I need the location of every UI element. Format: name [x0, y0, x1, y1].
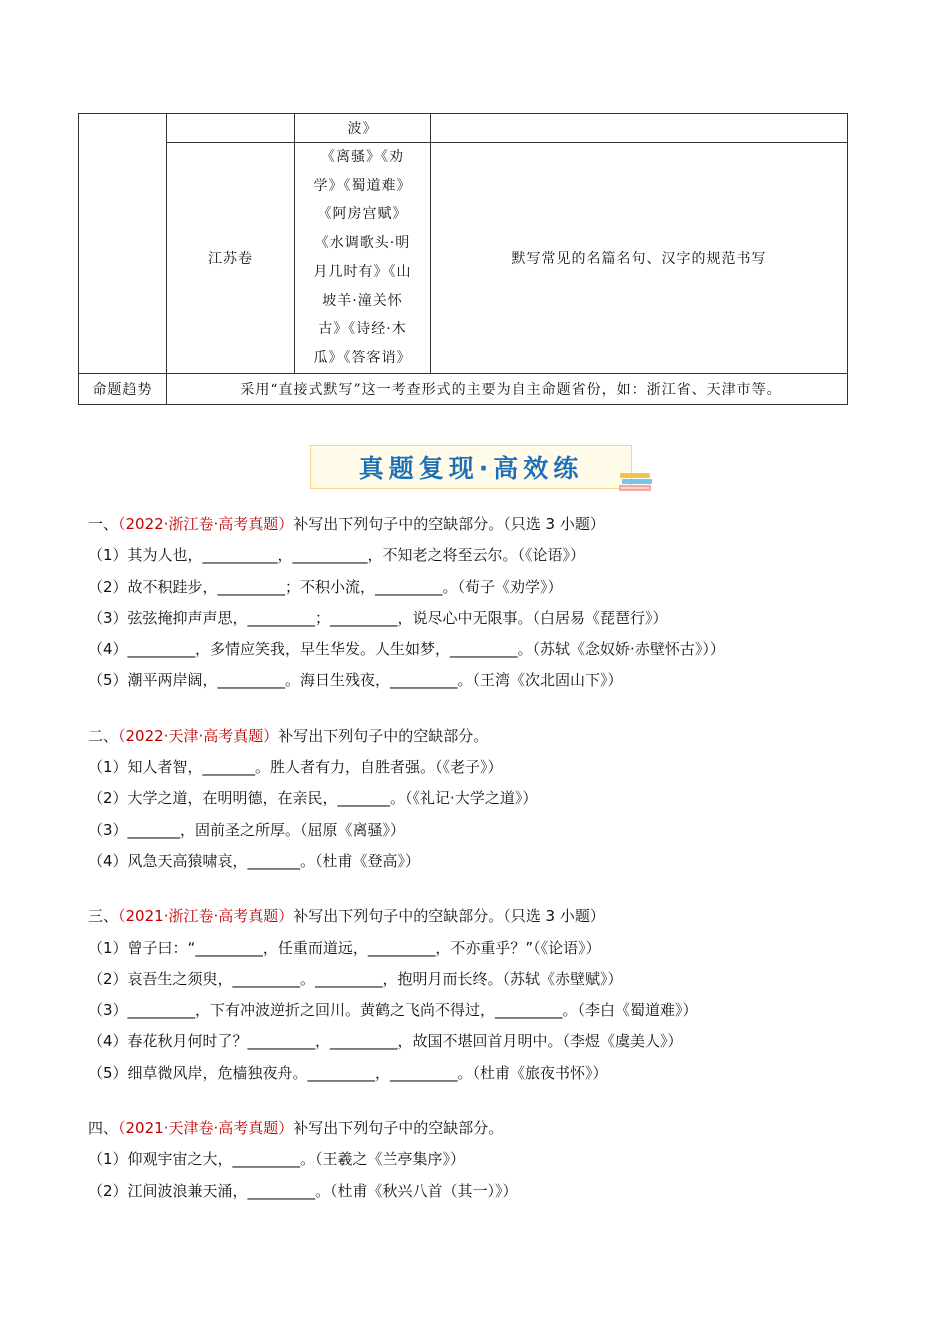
table-cell-titles: [295, 143, 431, 374]
question-item: （5）细草微风岸，危樯独夜舟。_________，_________。（杜甫《旅夜书怀》）: [88, 1063, 608, 1082]
table-row: [79, 143, 848, 374]
question-item: （2）哀吾生之须臾，_________。_________，抱明月而长终。（苏轼《赤壁赋》）: [88, 969, 623, 988]
exercise-section: [88, 1113, 848, 1207]
section-source: （2022·浙江卷·高考真题）: [118, 515, 294, 533]
section-instruction: 补写出下列句子中的空缺部分。: [278, 726, 489, 745]
exam-summary-table: [78, 113, 848, 405]
table-cell-province: [167, 114, 295, 143]
question-item: （4）_________，多情应笑我，早生华发。人生如梦，_________。（苏轼《念奴娇·赤壁怀古》））: [88, 640, 725, 659]
table-cell-province: 江苏卷: [167, 143, 295, 374]
section-banner: [310, 445, 632, 489]
section-instruction: 补写出下列句子中的空缺部分。: [293, 1119, 504, 1138]
exercise-section: [88, 721, 848, 877]
section-heading: [88, 901, 848, 932]
section-number: 一、: [88, 515, 119, 533]
section-instruction: 补写出下列句子中的空缺部分。（只选 3 小题）: [293, 515, 605, 533]
table-cell-requirement: 默写常见的名篇名句、汉字的规范书写: [431, 143, 848, 374]
section-instruction: 补写出下列句子中的空缺部分。（只选 3 小题）: [293, 907, 605, 926]
banner-title: 真题复现·高效练: [358, 454, 584, 483]
question-item: （2）大学之道，在明明德，在亲民，_______。（《礼记·大学之道》）: [88, 789, 538, 808]
question-item: （1）其为人也，__________，__________，不知老之将至云尔。（《论语》）: [88, 546, 586, 565]
title-line: 《水调歌头·明: [314, 235, 411, 252]
section-number: 三、: [88, 907, 119, 926]
table-cell-titles: 波》: [295, 114, 431, 143]
section-source: （2021·浙江卷·高考真题）: [118, 907, 294, 926]
question-item: （1）仰观宇宙之大，_________。（王羲之《兰亭集序》）: [88, 1150, 466, 1169]
section-heading: [88, 721, 848, 752]
question-item: （1）知人者智，_______。胜人者有力，自胜者强。（《老子》）: [88, 758, 503, 777]
books-icon: [618, 470, 654, 494]
section-number: 四、: [88, 1119, 119, 1138]
section-source: （2021·天津卷·高考真题）: [118, 1119, 294, 1138]
table-cell-empty: [79, 114, 167, 374]
title-line: 瓜》《答客诮》: [313, 349, 412, 366]
question-item: （3）弦弦掩抑声声思，_________；_________，说尽心中无限事。（白居易《琵琶行》）: [88, 608, 668, 627]
table-row: [79, 114, 848, 143]
section-heading: [88, 509, 848, 540]
title-line: 《阿房宫赋》: [317, 206, 408, 223]
table-cell-label: 命题趋势: [79, 373, 167, 404]
question-item: （3）_________，下有冲波逆折之回川。黄鹤之飞尚不得过，_________。（李白《蜀道难》）: [88, 1001, 698, 1020]
question-item: （2）故不积跬步，_________；不积小流，_________。（荀子《劝学》）: [88, 577, 563, 596]
table-cell-requirement: [431, 114, 848, 143]
question-item: （4）风急天高猿啸哀，_______。（杜甫《登高》）: [88, 851, 421, 870]
table-cell-trend: 采用“直接式默写”这一考查形式的主要为自主命题省份，如：浙江省、天津市等。: [167, 373, 848, 404]
title-line: 古》《诗经·木: [318, 321, 407, 338]
title-line: 坡羊·潼关怀: [322, 292, 403, 309]
exercise-section: [88, 901, 848, 1089]
title-line: 《离骚》《劝: [321, 149, 404, 165]
question-item: （4）春花秋月何时了？_________，_________，故国不堪回首月明中。（李煜《虞美人》）: [88, 1032, 683, 1051]
section-source: （2022·天津·高考真题）: [118, 726, 279, 745]
title-line: 学》《蜀道难》: [313, 177, 412, 194]
title-line: 月几时有》《山: [313, 263, 412, 280]
section-number: 二、: [88, 726, 119, 745]
exercise-content: [88, 509, 848, 1231]
question-item: （1）曾子曰：“_________，任重而道远，_________，不亦重乎？”（《论语》）: [88, 938, 601, 957]
question-item: （3）_______，固前圣之所厚。（屈原《离骚》）: [88, 820, 406, 839]
question-item: （2）江间波浪兼天涌，_________。（杜甫《秋兴八首（其一）》）: [88, 1181, 518, 1200]
table-row: [79, 373, 848, 404]
section-heading: [88, 1113, 848, 1144]
exercise-section: [88, 509, 848, 697]
question-item: （5）潮平两岸阔，_________。海日生残夜，_________。（王湾《次北固山下》）: [88, 671, 623, 690]
